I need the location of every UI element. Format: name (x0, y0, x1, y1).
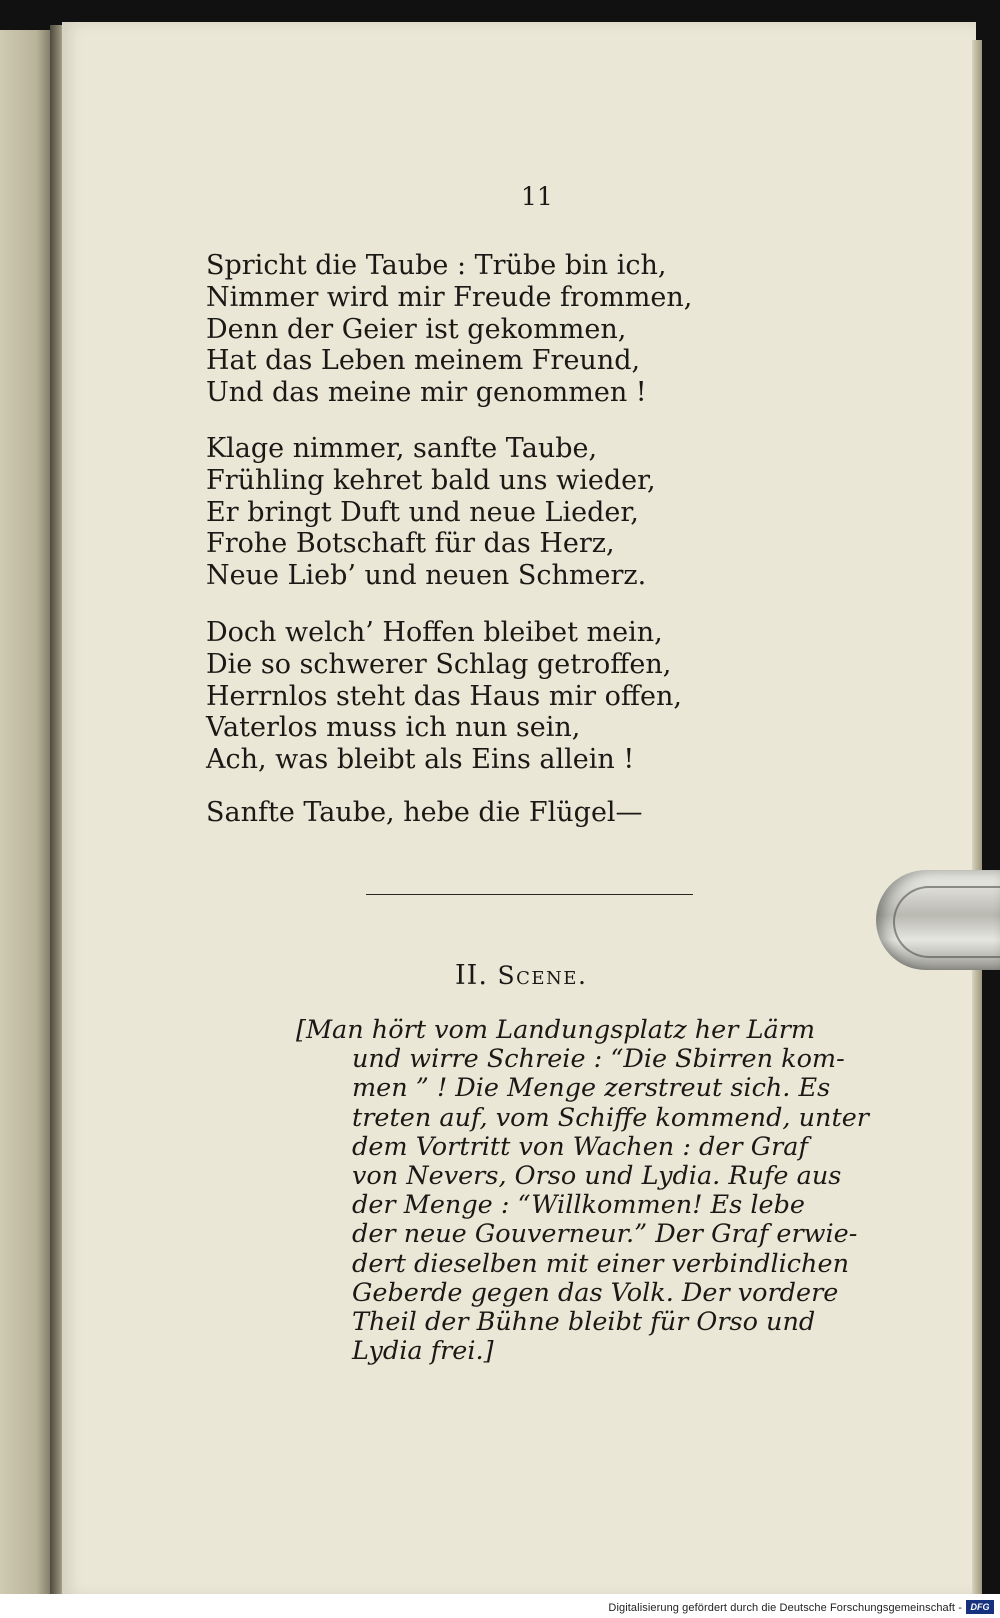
scene-number: II. (455, 960, 488, 991)
stage-direction-line: dem Vortritt von Wachen : der Graf (352, 1131, 808, 1162)
stage-direction-line: Lydia frei.] (352, 1336, 494, 1367)
poem-stanza (206, 617, 682, 776)
stage-direction-line: der Menge : “Willkommen! Es lebe (352, 1190, 806, 1221)
footer-bar (0, 1594, 1000, 1618)
poem-line: Nimmer wird mir Freude frommen, (206, 281, 693, 313)
stage-direction-line: [Man hört vom Landungsplatz her Lärm (296, 1015, 816, 1045)
stage-direction-line: der neue Gouverneur.” Der Graf erwie- (352, 1219, 858, 1250)
poem-stanza (206, 250, 692, 409)
poem-stanza (206, 433, 656, 592)
poem-line: Herrnlos steht das Haus mir offen, (206, 680, 682, 712)
dfg-logo: DFG (966, 1600, 994, 1614)
poem-line: Frohe Botschaft für das Herz, (206, 528, 615, 560)
left-page-edge (0, 30, 52, 1595)
poem-line: Er bringt Duft und neue Lieder, (206, 496, 639, 528)
poem-line: Sanfte Taube, hebe die Flügel— (206, 797, 643, 828)
poem-line: Hat das Leben meinem Freund, (206, 345, 641, 377)
poem-line: Denn der Geier ist gekommen, (206, 313, 627, 345)
stage-direction-line: men ” ! Die Menge zerstreut sich. Es (352, 1073, 831, 1104)
poem-stanza (206, 797, 643, 829)
stage-direction-line: treten auf, vom Schiffe kommend, unter (352, 1102, 869, 1133)
section-divider (366, 894, 693, 895)
stage-direction-line: dert dieselben mit einer verbindlichen (352, 1248, 849, 1279)
poem-line: Doch welch’ Hoffen bleibet mein, (206, 617, 663, 648)
poem-line: Und das meine mir genommen ! (206, 377, 647, 409)
poem-line: Vaterlos muss ich nun sein, (206, 712, 581, 744)
stage-direction (296, 1015, 869, 1367)
page-clip-rim (893, 886, 1000, 958)
poem-line: Spricht die Taube : Trübe bin ich, (206, 250, 667, 281)
poem-line: Die so schwerer Schlag getroffen, (206, 648, 672, 680)
poem-line: Klage nimmer, sanfte Taube, (206, 433, 598, 464)
stage-direction-line: und wirre Schreie : “Die Sbirren kom- (352, 1044, 845, 1075)
scene-heading (455, 960, 587, 991)
funding-notice: Digitalisierung gefördert durch die Deutsche Forschungsgemeinschaft - (608, 1602, 962, 1614)
scene-label: Scene. (497, 961, 588, 990)
poem-line: Neue Lieb’ und neuen Schmerz. (206, 560, 647, 592)
stage-direction-line: Theil der Bühne bleibt für Orso und (352, 1307, 816, 1338)
stage-direction-line: von Nevers, Orso und Lydia. Rufe aus (352, 1161, 842, 1192)
right-page-edge (972, 40, 982, 1595)
page-number: 11 (521, 182, 553, 211)
stage-direction-line: Geberde gegen das Volk. Der vordere (352, 1277, 839, 1308)
poem-line: Ach, was bleibt als Eins allein ! (206, 744, 635, 776)
poem-line: Frühling kehret bald uns wieder, (206, 464, 656, 496)
